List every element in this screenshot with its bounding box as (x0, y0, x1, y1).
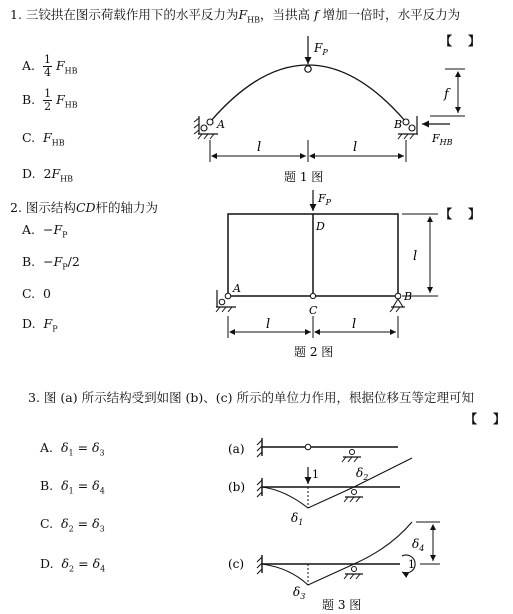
q2-option-c-label: C. (22, 286, 36, 301)
q3-option-d-lhs: δ (61, 556, 70, 571)
q3-option-c-rsub: 3 (99, 524, 105, 534)
q1-option-a-label: A. (22, 58, 36, 73)
q3-answer-bracket[interactable]: 【 】 (465, 412, 512, 426)
q2-text: 图示结构 (25, 200, 76, 215)
fig1-load-label: $F_P$ (314, 41, 328, 57)
fig3-caption: 题 3 图 (322, 598, 362, 612)
fig2-label-c: C (309, 304, 318, 317)
q2-option-b-label: B. (22, 254, 36, 269)
q3-option-d[interactable]: D. $\delta_2 = \delta_4$ (40, 556, 106, 574)
q1-option-a-num: 1 (43, 53, 51, 66)
fig3 (228, 438, 440, 612)
fig2-l-left: l (266, 317, 271, 332)
q3-option-c-lsub: 2 (68, 524, 74, 534)
fig3b-roller-support (344, 490, 363, 503)
fig3b-unit-load-label: 1 (312, 468, 319, 481)
fig1-label-a: A (217, 118, 225, 131)
q1-number: 1. (10, 7, 22, 22)
q3-option-d-label: D. (40, 556, 54, 571)
q1-text: 三铰拱在图示荷载作用下的水平反力为 (25, 7, 239, 22)
fig1-crown-hinge (305, 66, 311, 72)
fig3b-wall-hatch (257, 480, 262, 497)
q3-option-a[interactable]: A. $\delta_1 = \delta_3$ (40, 440, 105, 458)
q3-option-c-lhs: δ (61, 516, 69, 531)
fig1-support-a (194, 116, 218, 139)
q1-text2: ，当拱高 (259, 7, 310, 22)
q1-option-b-sub: HB (64, 100, 78, 110)
fig1-arch-curve (210, 65, 406, 122)
fig3c-deflected-shape (262, 522, 412, 585)
q1-option-c-var: F (43, 130, 52, 145)
q2-option-d-sub: P (52, 324, 58, 334)
q2-number: 2. (10, 200, 22, 215)
fig2-load-label: $F_P$ (318, 192, 332, 207)
q3-option-c-rhs: δ (92, 516, 100, 531)
fig2-l-right: l (352, 317, 357, 332)
q2-text2: 杆的轴力为 (95, 200, 159, 215)
q3-option-b-lhs: δ (61, 478, 69, 493)
fig3b-d1-label: $\delta_1$ (291, 511, 304, 527)
q2-answer-bracket[interactable]: 【 】 (440, 207, 487, 221)
q1-option-b-num: 1 (44, 87, 52, 100)
fig3c-roller-support (344, 567, 363, 580)
fig1-l-right: l (353, 140, 358, 155)
q2-option-d-label: D. (22, 316, 36, 331)
q3-option-b-rhs: δ (92, 478, 100, 493)
fig3b-deflected-shape (262, 458, 412, 508)
fig1-label-b: B (394, 118, 403, 131)
fig2-frame (216, 190, 438, 359)
q1-option-a-var: F (55, 58, 65, 73)
q1-option-d-sub: HB (60, 174, 74, 184)
q2-option-a-sub: P (62, 230, 68, 240)
q3-option-a-rsub: 3 (99, 448, 105, 458)
fig2-h-label: l (413, 249, 418, 264)
q2-option-a-label: A. (22, 222, 36, 237)
q1-option-d-coef: 2 (43, 166, 52, 181)
q1-option-b-label: B. (22, 92, 36, 107)
q3-option-d-rsub: 4 (100, 564, 106, 574)
q3-option-a-lhs: δ (60, 440, 69, 455)
q2-option-a-value: −F (42, 222, 63, 237)
q2-option-b-sub: P (62, 262, 68, 272)
fig1-f-label: f (444, 87, 449, 102)
q1-option-b-den: 2 (44, 100, 52, 113)
q1-option-c-label: C. (22, 130, 36, 145)
q1-var-sub: HB (247, 15, 260, 25)
fig1-caption: 题 1 图 (284, 170, 324, 184)
q2-option-b-suffix: /2 (67, 254, 80, 269)
q1-option-d-label: D. (22, 166, 36, 181)
q1-option-a-sub: HB (64, 66, 78, 76)
fig3-label-b: (b) (228, 480, 246, 494)
q1-answer-bracket[interactable]: 【 】 (440, 34, 487, 48)
q3-option-b-rsub: 4 (99, 486, 105, 496)
fig2-label-b: B (404, 290, 413, 303)
q3-option-a-lsub: 1 (68, 448, 74, 458)
q1-var: F (238, 7, 248, 22)
fig3a-hinge (305, 444, 311, 450)
q3-option-d-lsub: 2 (69, 564, 75, 574)
q3-text: 图 (a) 所示结构受到如图 (b)、(c) 所示的单位力作用，根据位移互等定理可知 (43, 390, 475, 405)
q3-option-d-rhs: δ (92, 556, 101, 571)
fig3-label-c: (c) (228, 557, 245, 571)
q2-option-b-value: −F (43, 254, 63, 269)
q3-option-c-label: C. (40, 516, 54, 531)
fig3a-roller-support (342, 450, 361, 463)
fig3c-unit-moment-label: 1 (408, 558, 415, 571)
q3-option-b[interactable]: B. $\delta_1 = \delta_4$ (40, 478, 105, 496)
q1-option-d-var: F (51, 166, 61, 181)
fig3c-wall-hatch (257, 557, 262, 574)
q1-option-a-den: 4 (43, 66, 51, 79)
q1-option-b-var: F (56, 92, 65, 107)
fig3a-wall-hatch (257, 440, 262, 457)
q3-option-a-rhs: δ (92, 440, 100, 455)
q3-option-b-label: B. (40, 478, 54, 493)
fig2-label-d: D (316, 220, 325, 233)
fig3c-d4-label: $\delta_4$ (412, 537, 425, 553)
q3-number: 3. (28, 390, 40, 405)
fig2-label-a: A (233, 282, 241, 295)
fig1-reaction-label: $F_{HB}$ (432, 132, 453, 147)
fig3-label-a: (a) (228, 442, 245, 456)
fig3c-d3-label: $\delta_3$ (293, 585, 306, 601)
q2-option-d-value: F (43, 316, 53, 331)
fig2-caption: 题 2 图 (294, 345, 334, 359)
q3-option-c[interactable]: C. $\delta_2 = \delta_3$ (40, 516, 105, 534)
q1-text3: 增加一倍时，水平反力为 (322, 7, 461, 22)
fig3b-d2-label: $\delta_2$ (356, 466, 369, 482)
fig1-l-left: l (257, 140, 262, 155)
q3-option-b-lsub: 1 (68, 486, 74, 496)
q2-option-c-value: 0 (43, 286, 51, 301)
q1-f: f (313, 7, 319, 22)
fig1-arch (194, 36, 465, 184)
q2-cd: CD (75, 200, 96, 215)
q1-option-c-sub: HB (51, 138, 65, 148)
fig2-hinge-c (310, 293, 315, 298)
q3-option-a-label: A. (40, 440, 54, 455)
